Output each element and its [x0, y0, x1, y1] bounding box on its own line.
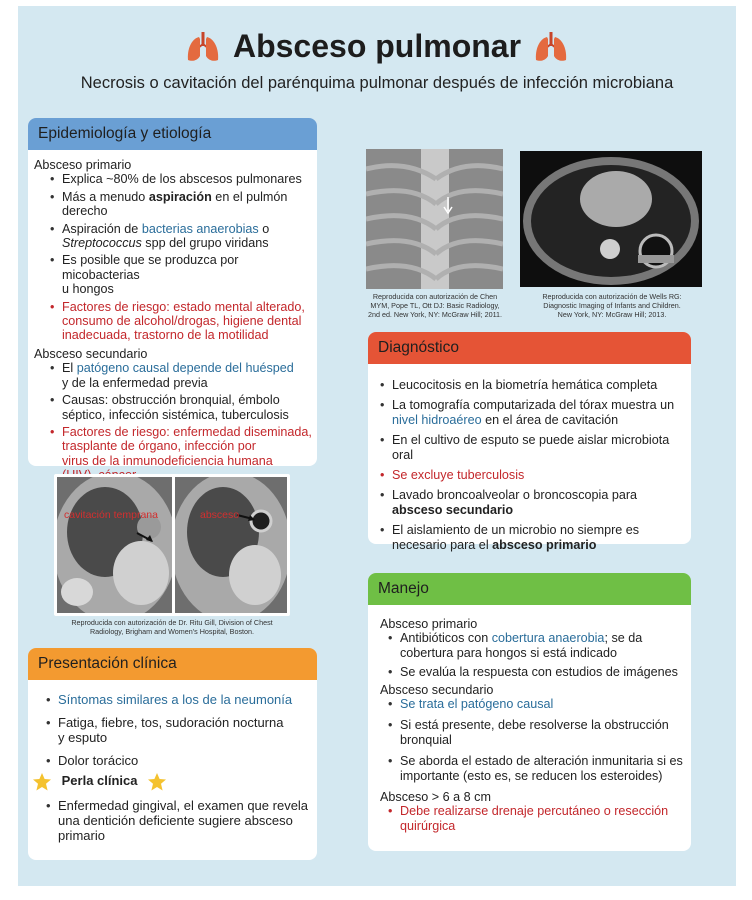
list-item: • Antibióticos con cobertura anaerobia; se da cobertura para hongos si está indicado — [386, 631, 686, 660]
list-item: • Dolor torácico — [44, 753, 314, 768]
list-item: • Más a menudo aspiración en el pulmón derecho — [48, 190, 316, 219]
infographic-page — [18, 6, 736, 886]
list-item: • Causas: obstrucción bronquial, émbolo séptico, infección sistémica, tuberculosis — [48, 393, 316, 422]
chest-xray-image — [366, 149, 503, 289]
title-row — [18, 28, 736, 65]
epidemiology-card — [28, 118, 317, 466]
abscess-label: absceso — [200, 509, 240, 521]
list-item: • El patógeno causal depende del huésped y de la enfermedad previa — [48, 361, 316, 390]
large-abscess-title: Absceso > 6 a 8 cm — [380, 790, 491, 805]
page-title: Absceso pulmonar — [232, 28, 522, 64]
list-item: • Enfermedad gingival, el examen que revela una dentición deficiente sugiere absceso primario — [44, 798, 314, 843]
clinical-presentation-header — [28, 648, 317, 680]
star-icon — [147, 772, 167, 792]
list-item: • Debe realizarse drenaje percutáneo o resección quirúrgica — [386, 804, 686, 833]
primary-abscess-title: Absceso primario — [380, 617, 478, 631]
ct-scan-abscess-image — [175, 477, 287, 613]
list-item: • Síntomas similares a los de la neumonía — [44, 692, 314, 707]
list-item: • Leucocitosis en la biometría hemática completa — [378, 378, 688, 392]
list-item: • Factores de riesgo: enfermedad diseminada, trasplante de órgano, infección por virus de la inmunodeficiencia humana — [48, 425, 316, 483]
ct-image-panel — [54, 474, 290, 616]
clinical-pearl-label: Perla clínica — [61, 773, 138, 789]
list-item: • Si está presente, debe resolverse la obstrucción bronquial — [386, 718, 686, 747]
management-title: Manejo — [378, 580, 429, 597]
list-item: • El aislamiento de un microbio no siempre es necesario para el absceso primario — [378, 523, 688, 552]
clinical-presentation-card — [28, 648, 317, 860]
pediatric-ct-caption: Reproducida con autorización de Wells RG: Diagnostic Imaging of Infants and Children. New York, NY: McGraw Hill; 2013. — [542, 292, 682, 319]
secondary-abscess-title: Absceso secundario — [34, 346, 148, 361]
page-subtitle: Necrosis o cavitación del parénquima pulmonar después de infección microbiana — [80, 74, 674, 92]
ct-scan-early-cavitation-image — [57, 477, 172, 613]
list-item: • La tomografía computarizada del tórax muestra un nivel hidroaéreo en el área de cavitación — [378, 398, 688, 427]
diagnosis-title: Diagnóstico — [378, 339, 459, 356]
list-item: • Se aborda el estado de alteración inmunitaria si es importante (esto es, se reducen los esteroides) — [386, 754, 686, 783]
epidemiology-title: Epidemiología y etiología — [38, 125, 212, 142]
early-cavitation-label: cavitación temprana — [64, 509, 158, 521]
list-item: • Explica ~80% de los abscesos pulmonares — [48, 172, 316, 186]
list-item: • Factores de riesgo: estado mental alterado, consumo de alcohol/drogas, higiene dental inadecuada, trastorno de la motilidad — [48, 300, 316, 343]
clinical-presentation-title: Presentación clínica — [38, 655, 177, 672]
list-item: • Se excluye tuberculosis — [378, 468, 688, 482]
xray-caption: Reproducida con autorización de Chen MYM, Pope TL, Ott DJ: Basic Radiology, 2nd ed. New York, NY: McGraw Hill; 2011. — [367, 292, 503, 319]
list-item: • Fatiga, fiebre, tos, sudoración nocturna y esputo — [44, 715, 314, 745]
lungs-icon — [533, 30, 569, 64]
list-item: • Se trata el patógeno causal — [386, 697, 686, 711]
epidemiology-header — [28, 118, 317, 150]
clinical-pearl — [32, 772, 314, 792]
list-item: • Se evalúa la respuesta con estudios de imágenes — [386, 665, 686, 679]
list-item: • Lavado broncoalveolar o broncoscopia para absceso secundario — [378, 488, 688, 517]
primary-abscess-title: Absceso primario — [34, 158, 132, 172]
list-item: • En el cultivo de esputo se puede aislar microbiota oral — [378, 433, 688, 462]
ct-image-caption: Reproducida con autorización de Dr. Ritu Gill, Division of Chest Radiology, Brigham and Women's Hospital, Boston. — [71, 618, 273, 636]
star-icon — [32, 772, 52, 792]
management-header — [368, 573, 691, 605]
diagnosis-header — [368, 332, 691, 364]
management-card — [368, 573, 691, 851]
secondary-abscess-title: Absceso secundario — [380, 682, 494, 697]
list-item: • Aspiración de bacterias anaerobias o Streptococcus spp del grupo viridans — [48, 222, 316, 251]
pediatric-ct-image — [520, 151, 702, 287]
diagnosis-card — [368, 332, 691, 552]
list-item: • Es posible que se produzca por micobacterias u hongos — [48, 253, 316, 296]
lungs-icon — [185, 30, 221, 64]
